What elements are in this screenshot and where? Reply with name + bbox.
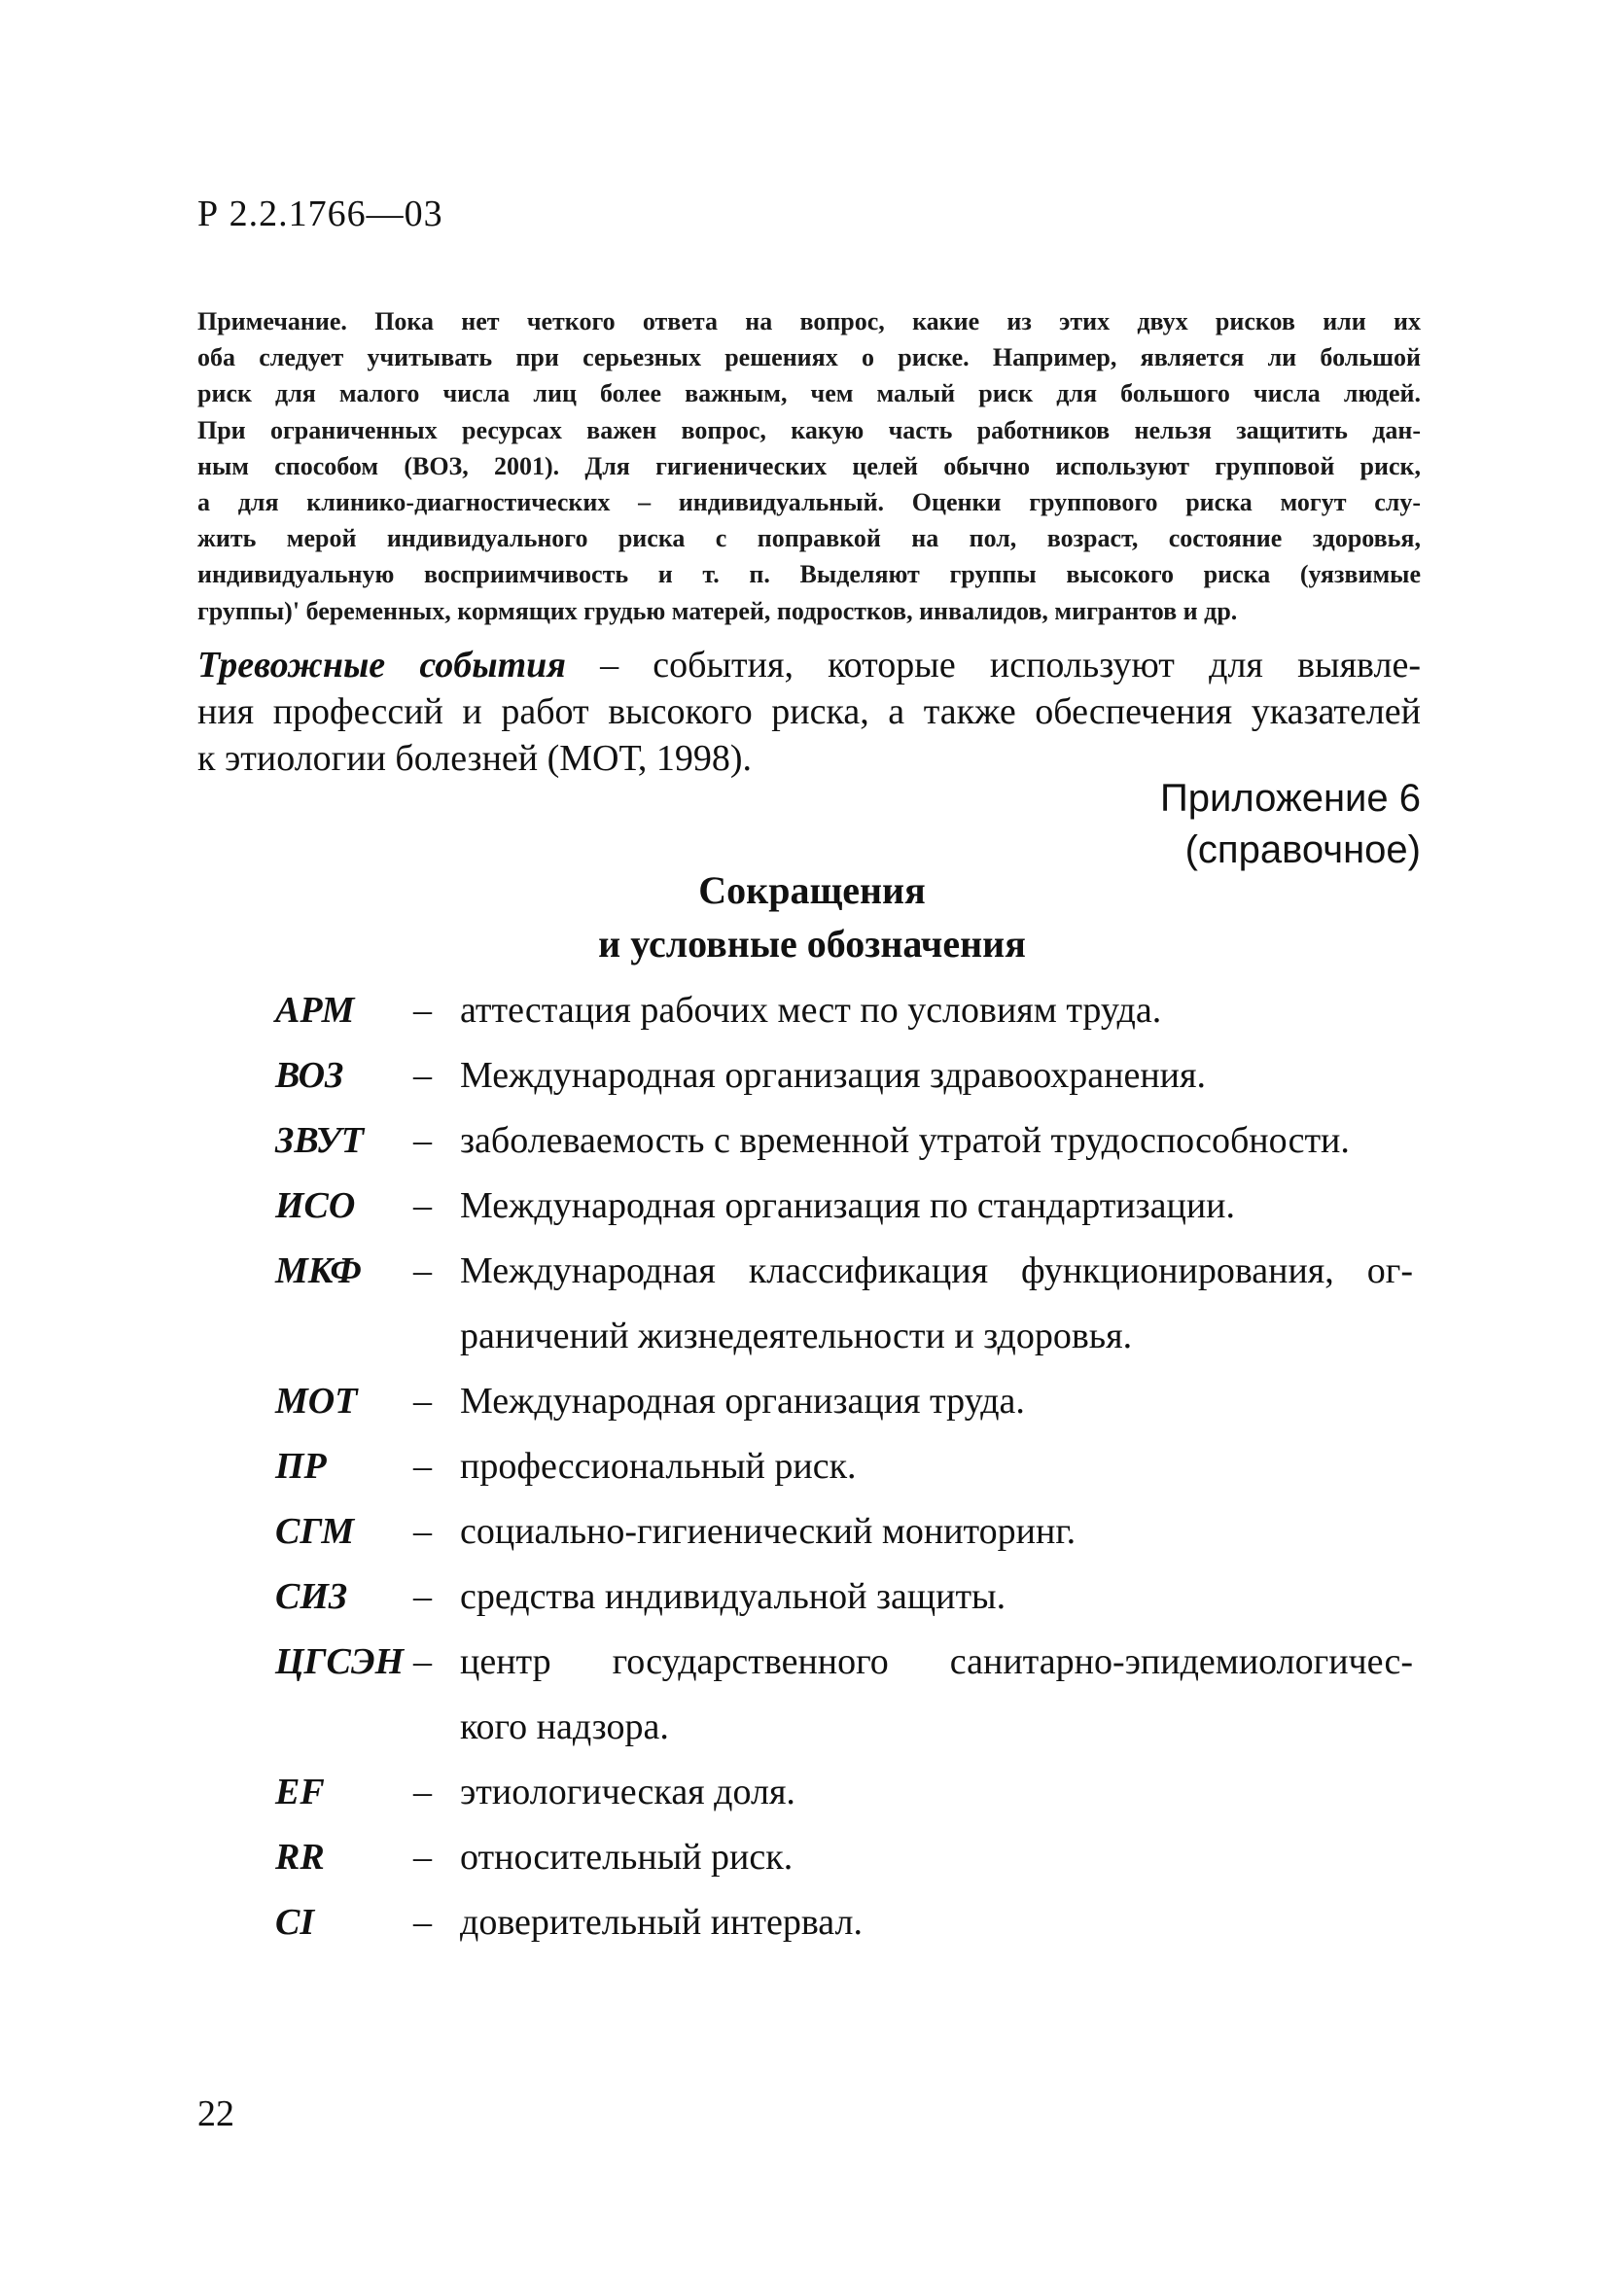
definition-line: ния профессий и работ высокого риска, а также обеспечения указателей — [197, 691, 1421, 732]
note-line: риск для малого числа лиц более важным, чем малый риск для большого числа людей. — [197, 379, 1421, 408]
abbreviation-dash: – — [413, 1902, 432, 1943]
abbreviation-dash: – — [413, 1381, 432, 1422]
note-line-text: Пока нет четкого ответа на вопрос, какие из этих двух рисков или их — [374, 307, 1421, 335]
abbreviation-text: Международная классификация функционирования, ог- — [460, 1250, 1413, 1291]
abbreviation-dash: – — [413, 1446, 432, 1487]
abbreviation-dash: – — [413, 1576, 432, 1617]
note-line: ным способом (ВОЗ, 2001). Для гигиенических целей обычно используют групповой риск, — [197, 451, 1421, 480]
abbreviation-dash: – — [413, 1641, 432, 1682]
section-title — [0, 863, 1624, 970]
abbreviation-term: CI — [275, 1902, 315, 1943]
abbreviation-text: заболеваемость с временной утратой трудоспособности. — [460, 1120, 1350, 1161]
abbreviation-text: аттестация рабочих мест по условиям труда. — [460, 990, 1162, 1031]
note-line: группы)' беременных, кормящих грудью матерей, подростков, инвалидов, мигрантов и др. — [197, 596, 1238, 625]
note-line: оба следует учитывать при серьезных решениях о риске. Например, является ли большой — [197, 343, 1421, 372]
abbreviation-term: ПР — [275, 1446, 327, 1487]
abbreviation-continuation: раничений жизнедеятельности и здоровья. — [460, 1316, 1133, 1356]
abbreviation-term: МОТ — [275, 1381, 358, 1422]
abbreviation-dash: – — [413, 1511, 432, 1552]
appendix-type: (справочное) — [1184, 828, 1421, 871]
definition-line — [197, 642, 1421, 688]
abbreviation-term: ЦГСЭН — [275, 1641, 405, 1682]
definition-line: к этиологии болезней (МОТ, 1998). — [197, 738, 753, 779]
definition-term: Тревожные события — [197, 645, 566, 686]
abbreviation-text: профессиональный риск. — [460, 1446, 857, 1487]
note-line: жить мерой индивидуального риска с поправкой на пол, возраст, состояние здоровья, — [197, 524, 1421, 553]
definition-text: – события, которые используют для выявле- — [565, 645, 1421, 686]
abbreviation-dash: – — [413, 1120, 432, 1161]
abbreviation-dash: – — [413, 990, 432, 1031]
abbreviation-term: СИЗ — [275, 1576, 348, 1617]
abbreviation-text: Международная организация труда. — [460, 1381, 1025, 1422]
abbreviation-term: МКФ — [275, 1250, 362, 1291]
abbreviation-term: ВОЗ — [275, 1055, 344, 1096]
abbreviation-term: СГМ — [275, 1511, 355, 1552]
abbreviation-dash: – — [413, 1250, 432, 1291]
abbreviation-term: ЗВУТ — [275, 1120, 365, 1161]
abbreviation-text: центр государственного санитарно-эпидемиологичес- — [460, 1641, 1413, 1682]
abbreviation-term: АРМ — [275, 990, 355, 1031]
note-line: а для клинико-диагностических – индивидуальный. Оценки группового риска могут слу- — [197, 488, 1421, 517]
section-title-line: Сокращения — [698, 868, 926, 912]
note-line: индивидуальную восприимчивость и т. п. Выделяют группы высокого риска (уязвимые — [197, 560, 1421, 589]
abbreviation-text: Международная организация по стандартизации. — [460, 1185, 1236, 1226]
section-title-line: и условные обозначения — [598, 922, 1026, 966]
abbreviation-text: средства индивидуальной защиты. — [460, 1576, 1006, 1617]
note-block — [197, 303, 1421, 629]
note-line: При ограниченных ресурсах важен вопрос, какую часть работников нельзя защитить дан- — [197, 415, 1421, 444]
document-code: Р 2.2.1766—03 — [197, 193, 443, 234]
abbreviation-term: RR — [275, 1837, 325, 1878]
abbreviation-continuation: кого надзора. — [460, 1706, 669, 1747]
appendix-number: Приложение 6 — [1160, 777, 1421, 820]
abbreviation-dash: – — [413, 1185, 432, 1226]
abbreviation-text: Международная организация здравоохранения. — [460, 1055, 1206, 1096]
note-line — [197, 303, 1421, 339]
note-label: Примечание. — [197, 307, 347, 335]
abbreviation-text: доверительный интервал. — [460, 1902, 863, 1943]
abbreviation-dash: – — [413, 1055, 432, 1096]
abbreviation-dash: – — [413, 1837, 432, 1878]
abbreviation-text: социально-гигиенический мониторинг. — [460, 1511, 1077, 1552]
abbreviation-text: относительный риск. — [460, 1837, 794, 1878]
abbreviation-text: этиологическая доля. — [460, 1772, 795, 1812]
appendix-label — [1160, 773, 1421, 876]
page-number: 22 — [197, 2093, 234, 2134]
abbreviation-term: EF — [275, 1772, 325, 1812]
abbreviation-term: ИСО — [275, 1185, 356, 1226]
definition-paragraph — [197, 642, 1421, 782]
abbreviation-dash: – — [413, 1772, 432, 1812]
